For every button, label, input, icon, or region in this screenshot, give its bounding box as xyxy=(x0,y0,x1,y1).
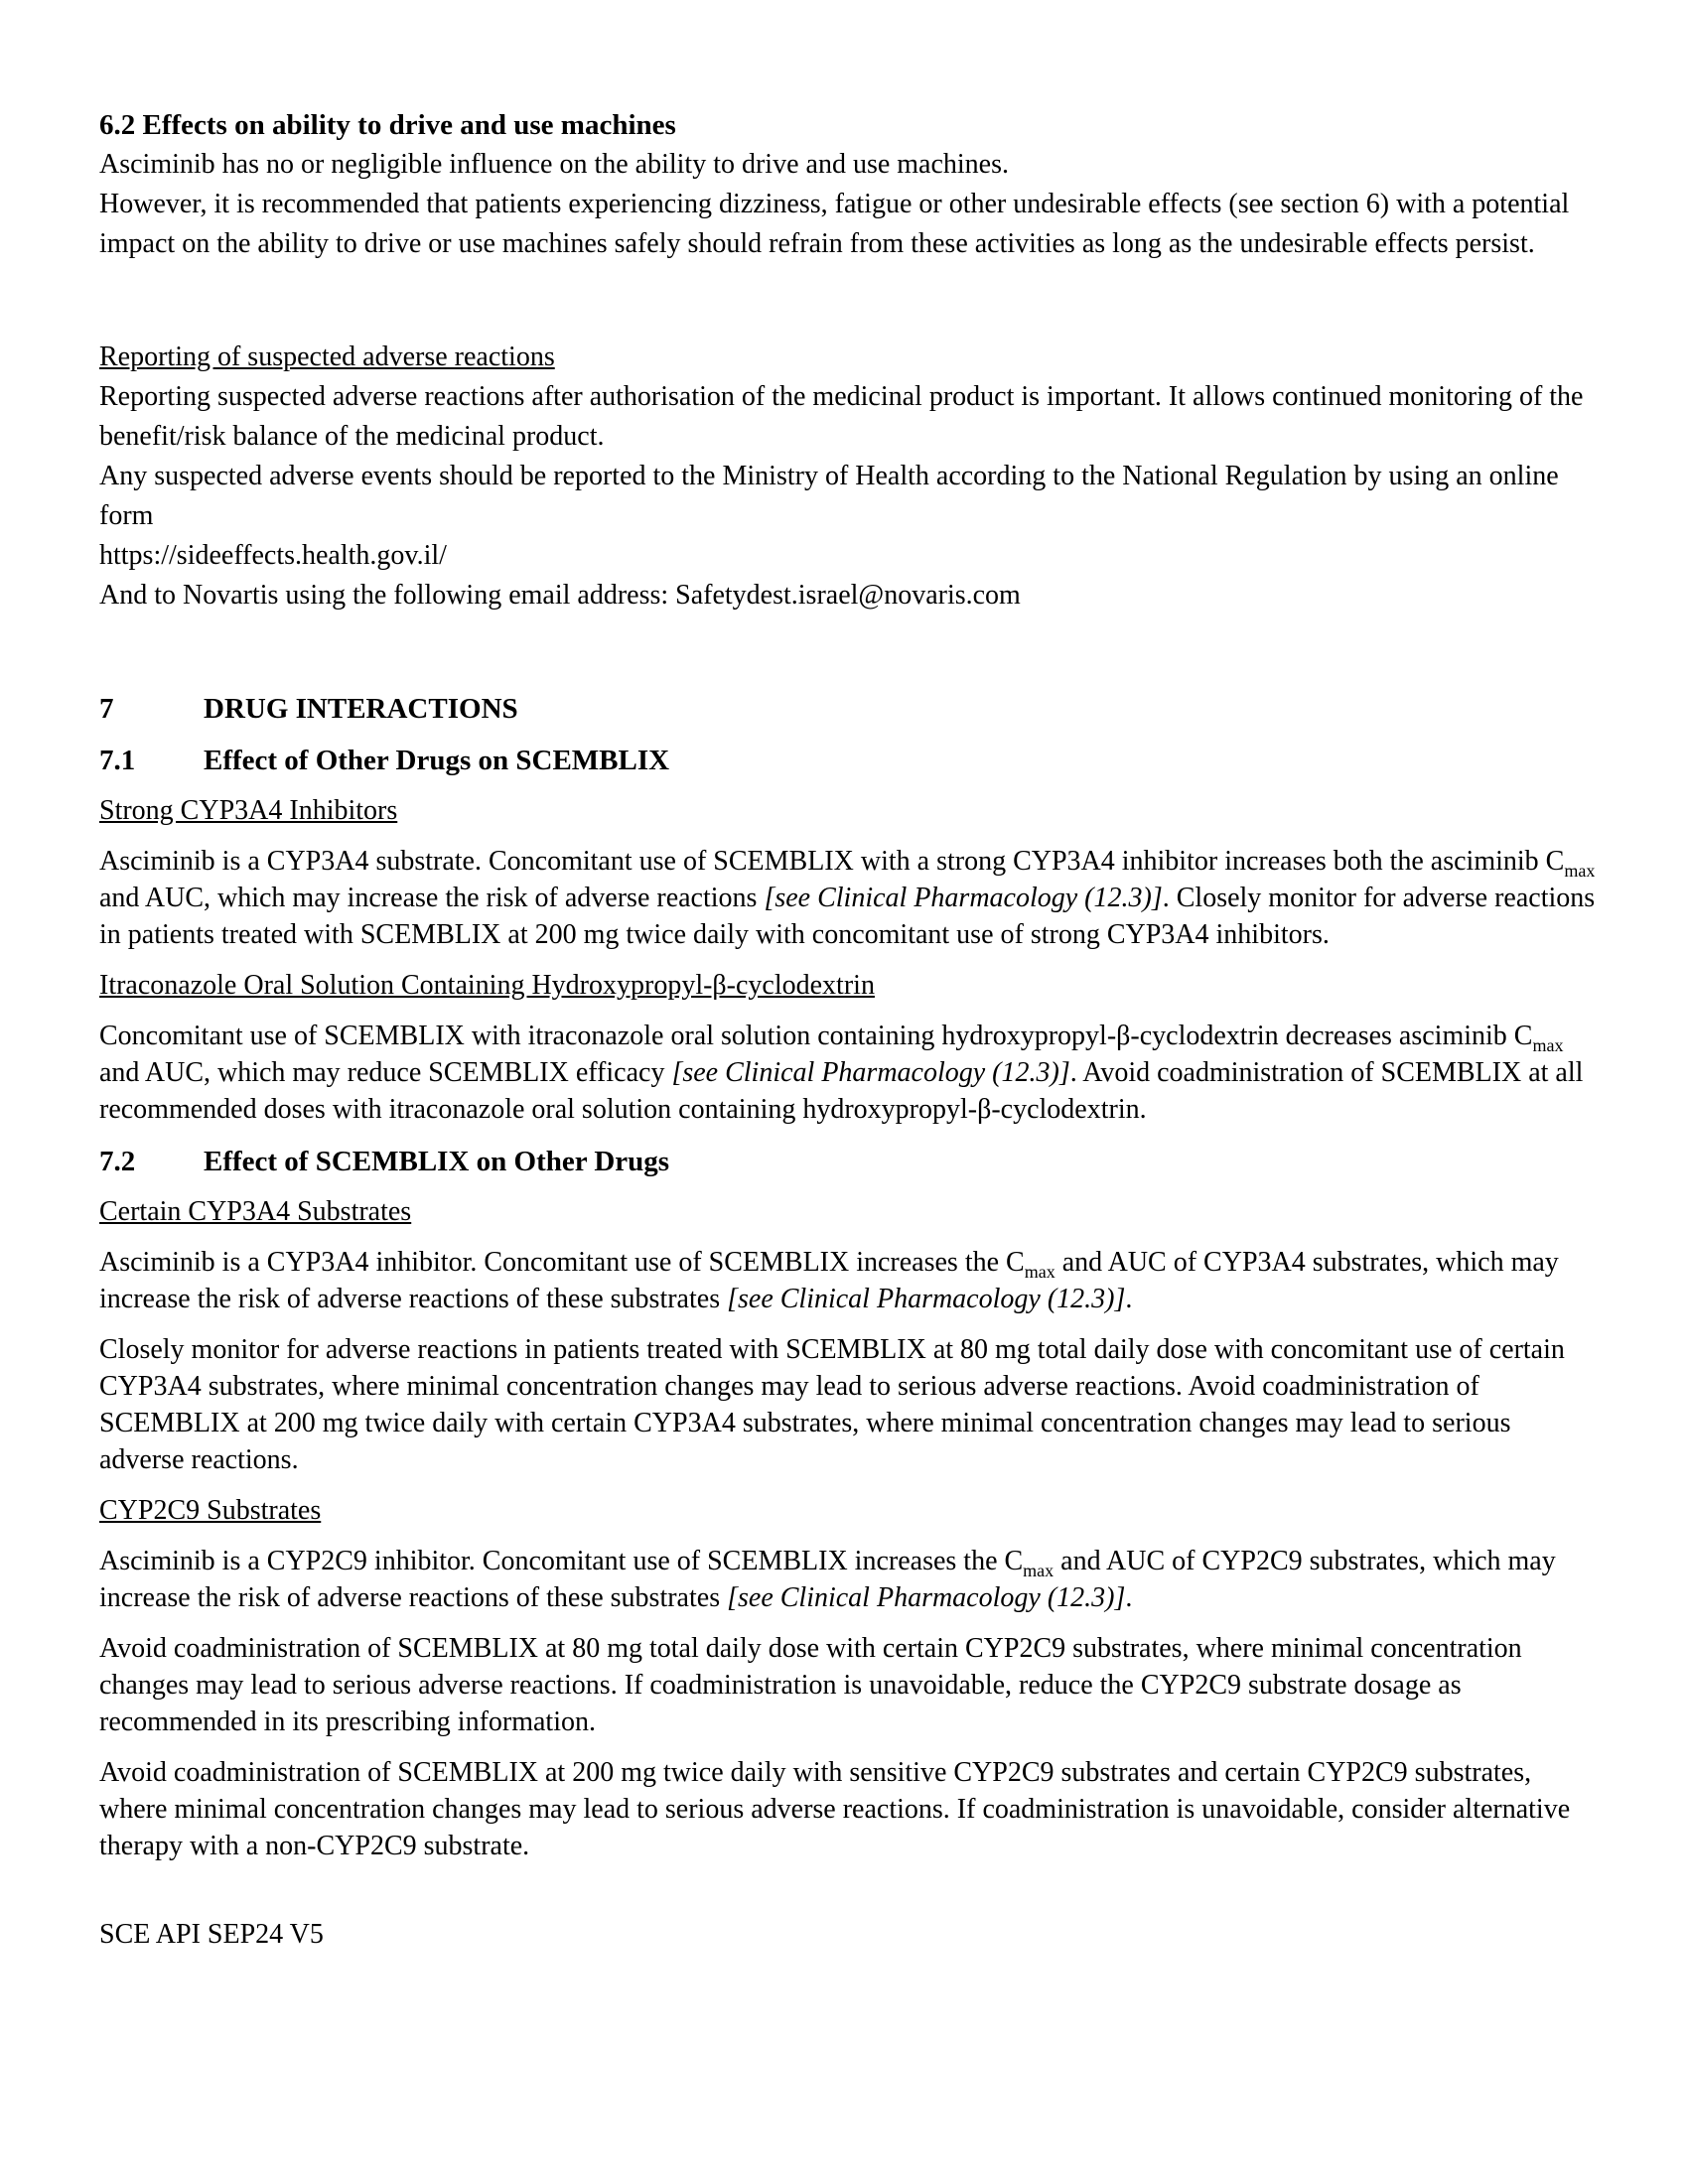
text-segment: . Closely monitor for adverse reactions in patients treated with SCEMBLIX at 200 mg twice daily with concomitant use of strong CYP3A4 inhibitors. xyxy=(99,883,1596,950)
text-segment: . xyxy=(1125,1582,1133,1613)
section-7-number: 7 xyxy=(99,693,114,725)
section-7-2-title: Effect of SCEMBLIX on Other Drugs xyxy=(204,1146,670,1177)
cyp2c9-para-3: Avoid coadministration of SCEMBLIX at 200 mg twice daily with sensitive CYP2C9 substrates and certain CYP2C9 substrates, where minimal concentration changes may lead to serious adverse reactions. If coadministration is unavoidable, consider alternative therapy with a non-CYP2C9 substrate. xyxy=(99,1757,1571,1861)
text-segment: and AUC of CYP3A4 substrates, which may increase the risk of adverse reactions of these substrates xyxy=(99,1247,1559,1314)
text-segment: . Avoid coadministration of SCEMBLIX at all recommended doses with itraconazole oral solution containing hydroxypropyl-β-cyclodextrin. xyxy=(99,1057,1584,1125)
footer-version-code: SCE API SEP24 V5 xyxy=(99,1919,324,1950)
strong-cyp3a4-para-1 xyxy=(99,843,1601,953)
section-7-heading xyxy=(99,689,1601,729)
certain-cyp3a4-heading: Certain CYP3A4 Substrates xyxy=(99,1196,412,1227)
certain-cyp3a4-para-2: Closely monitor for adverse reactions in patients treated with SCEMBLIX at 80 mg total daily dose with concomitant use of certain CYP3A4 substrates, where minimal concentration changes may lead to serious adverse reactions. Avoid coadministration of SCEMBLIX at 200 mg twice daily with certain CYP3A4 substrates, where minimal concentration changes may lead to serious adverse reactions. xyxy=(99,1334,1565,1475)
section-7-2-number: 7.2 xyxy=(99,1146,136,1177)
cross-reference-italic: [see Clinical Pharmacology (12.3)] xyxy=(671,1057,1070,1088)
section-6-2-para-1: Asciminib has no or negligible influence on the ability to drive and use machines. xyxy=(99,149,1010,180)
subscript-max: max xyxy=(1532,1035,1564,1055)
cyp2c9-heading: CYP2C9 Substrates xyxy=(99,1495,322,1526)
subscript-max: max xyxy=(1024,1262,1055,1282)
section-7-2-heading xyxy=(99,1142,1601,1181)
section-reporting xyxy=(99,338,1601,615)
section-6-2-heading: 6.2 Effects on ability to drive and use machines xyxy=(99,109,676,141)
section-7-1-number: 7.1 xyxy=(99,745,136,776)
text-segment: Asciminib is a CYP3A4 substrate. Concomitant use of SCEMBLIX with a strong CYP3A4 inhibitor increases both the asciminib C xyxy=(99,846,1565,877)
text-segment: and AUC of CYP2C9 substrates, which may increase the risk of adverse reactions of these substrates xyxy=(99,1546,1556,1613)
certain-cyp3a4-para-1 xyxy=(99,1244,1601,1317)
subscript-max: max xyxy=(1564,861,1596,881)
text-segment: and AUC, which may reduce SCEMBLIX efficacy xyxy=(99,1057,672,1088)
reporting-email-line: And to Novartis using the following email address: Safetydest.israel@novaris.com xyxy=(99,580,1021,611)
itraconazole-heading: Itraconazole Oral Solution Containing Hydroxypropyl-β-cyclodextrin xyxy=(99,970,875,1001)
cross-reference-italic: [see Clinical Pharmacology (12.3)] xyxy=(727,1582,1126,1613)
section-6-2-para-2: However, it is recommended that patients experiencing dizziness, fatigue or other undesirable effects (see section 6) with a potential impact on the ability to drive or use machines safely should refrain from these activities as long as the undesirable effects persist. xyxy=(99,189,1570,259)
strong-cyp3a4-heading: Strong CYP3A4 Inhibitors xyxy=(99,795,398,826)
cyp2c9-para-2: Avoid coadministration of SCEMBLIX at 80 mg total daily dose with certain CYP2C9 substrates, where minimal concentration changes may lead to serious adverse reactions. If coadministration is unavoidable, reduce the CYP2C9 substrate dosage as recommended in its prescribing information. xyxy=(99,1633,1522,1737)
text-segment: Asciminib is a CYP2C9 inhibitor. Concomitant use of SCEMBLIX increases the C xyxy=(99,1546,1024,1576)
section-7-title: DRUG INTERACTIONS xyxy=(204,693,518,725)
text-segment: and AUC, which may increase the risk of adverse reactions xyxy=(99,883,765,913)
lower-content xyxy=(99,792,1601,1953)
cross-reference-italic: [see Clinical Pharmacology (12.3)] xyxy=(764,883,1163,913)
itraconazole-para-1 xyxy=(99,1018,1601,1128)
section-7-1-title: Effect of Other Drugs on SCEMBLIX xyxy=(204,745,670,776)
text-segment: . xyxy=(1125,1284,1133,1314)
cyp2c9-para-1 xyxy=(99,1543,1601,1616)
reporting-para-1: Reporting suspected adverse reactions after authorisation of the medicinal product is important. It allows continued monitoring of the benefit/risk balance of the medicinal product. xyxy=(99,381,1584,452)
text-segment: Asciminib is a CYP3A4 inhibitor. Concomitant use of SCEMBLIX increases the C xyxy=(99,1247,1025,1278)
subscript-max: max xyxy=(1023,1561,1055,1580)
cross-reference-italic: [see Clinical Pharmacology (12.3)] xyxy=(727,1284,1126,1314)
reporting-heading: Reporting of suspected adverse reactions xyxy=(99,341,555,372)
reporting-url: https://sideeffects.health.gov.il/ xyxy=(99,540,447,571)
reporting-para-2: Any suspected adverse events should be reported to the Ministry of Health according to the National Regulation by using an online form xyxy=(99,461,1559,531)
text-segment: Concomitant use of SCEMBLIX with itraconazole oral solution containing hydroxypropyl-β-cyclodextrin decreases asciminib C xyxy=(99,1021,1533,1051)
section-7-1-heading xyxy=(99,741,1601,780)
upper-content xyxy=(99,105,1601,615)
